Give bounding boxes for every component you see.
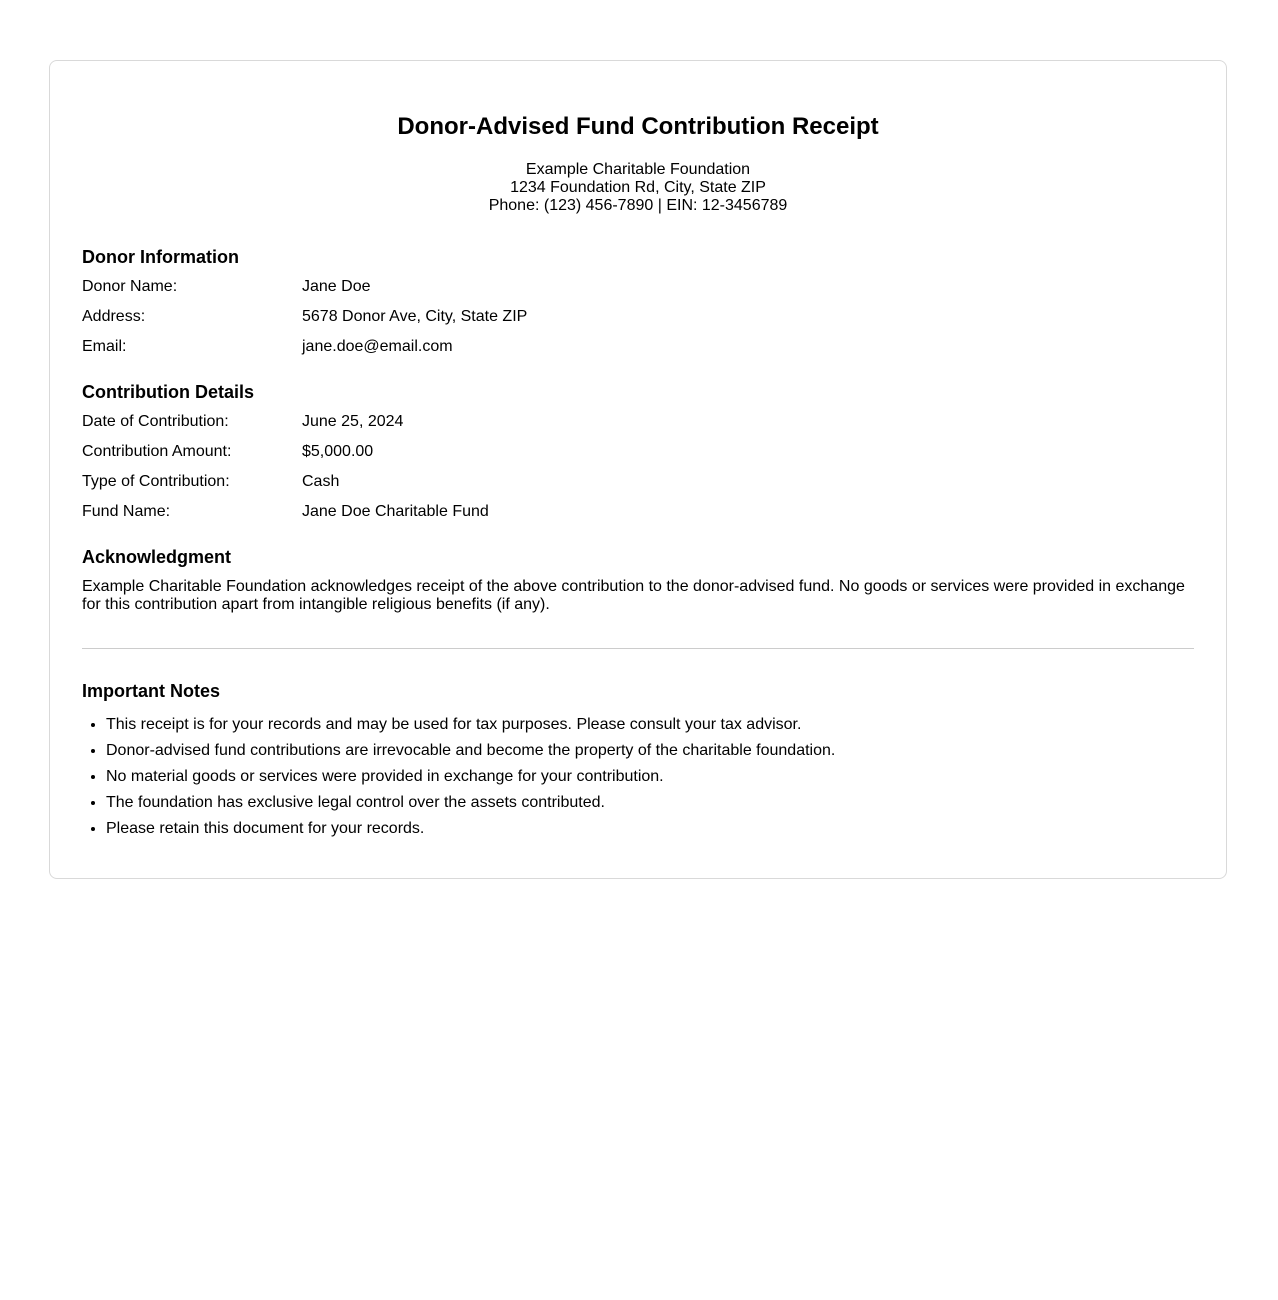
contribution-type-label: Type of Contribution:: [82, 473, 230, 490]
donor-email-value: jane.doe@email.com: [302, 338, 453, 355]
acknowledgment-section: [82, 546, 1194, 614]
contribution-amount-label: Contribution Amount:: [82, 443, 232, 460]
contribution-date-value: June 25, 2024: [302, 413, 404, 430]
important-notes-heading: Important Notes: [82, 681, 221, 701]
organization-contact: Phone: (123) 456-7890 | EIN: 12-3456789: [488, 197, 788, 214]
donor-information-heading: Donor Information: [82, 247, 239, 267]
fund-name-label: Fund Name:: [82, 503, 171, 520]
contribution-details-section: [82, 381, 1194, 533]
organization-info: [50, 161, 1226, 215]
donor-address-label: Address:: [82, 308, 146, 325]
note-item: • No material goods or services were provided in exchange for your contribution.: [106, 768, 1194, 786]
donor-address-row: [82, 308, 1194, 338]
donor-email-label: Email:: [82, 338, 127, 355]
donor-name-label: Donor Name:: [82, 278, 178, 295]
organization-address: 1234 Foundation Rd, City, State ZIP: [510, 179, 766, 196]
donor-address-value: 5678 Donor Ave, City, State ZIP: [302, 308, 528, 325]
donor-name-row: [82, 278, 1194, 308]
notes-list: [82, 716, 1194, 838]
receipt-card: [49, 60, 1227, 879]
organization-name: Example Charitable Foundation: [525, 161, 751, 178]
contribution-date-label: Date of Contribution:: [82, 413, 229, 430]
important-notes-section: [82, 680, 1194, 846]
section-divider: [82, 648, 1194, 649]
donor-email-row: [82, 338, 1194, 368]
donor-name-value: Jane Doe: [302, 278, 371, 295]
contribution-details-heading: Contribution Details: [82, 382, 254, 402]
contribution-date-row: [82, 413, 1194, 443]
note-item: • Please retain this document for your records.: [106, 820, 1194, 838]
contribution-type-value: Cash: [302, 473, 340, 490]
donor-information-section: [82, 246, 1194, 368]
note-item: • This receipt is for your records and may be used for tax purposes. Please consult your tax advisor.: [106, 716, 1194, 734]
contribution-amount-value: $5,000.00: [302, 443, 374, 460]
page-title: Donor-Advised Fund Contribution Receipt: [397, 113, 879, 140]
note-item: • The foundation has exclusive legal control over the assets contributed.: [106, 794, 1194, 812]
fund-name-row: [82, 503, 1194, 533]
note-item: • Donor-advised fund contributions are irrevocable and become the property of the charitable foundation.: [106, 742, 1194, 760]
contribution-amount-row: [82, 443, 1194, 473]
contribution-type-row: [82, 473, 1194, 503]
fund-name-value: Jane Doe Charitable Fund: [302, 503, 489, 520]
acknowledgment-text: Example Charitable Foundation acknowledges receipt of the above contribution to the donor-advised fund. No goods or services were provided in exchange for this contribution apart from intangible religious benefits (if any).: [82, 578, 1185, 613]
acknowledgment-heading: Acknowledgment: [82, 547, 232, 567]
